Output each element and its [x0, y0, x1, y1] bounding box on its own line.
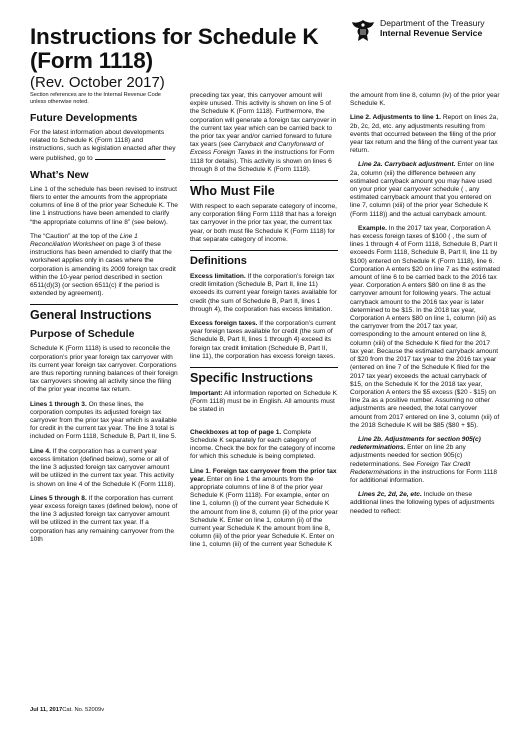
line-2c-lead: Lines 2c, 2d, 2e, etc.	[358, 491, 422, 499]
line-1-instructions	[190, 468, 338, 550]
line-2b-lead: Line 2b. Adjustments for section 905(c) redeterminations.	[350, 435, 481, 452]
line-1-text: Enter on line 1 the amounts from the appropriate columns of line 8 of the prior year Schedule K (Form 1118). For example, enter on line 1, column (i) of the current year Schedule K the amount from line 8, column (ii) of the prior year Schedule K. Enter on line 1, column (ii) of the current year Schedule K the amount from line 8, column (iii) of the prior year Schedule K. Enter on line 1, column (iii) of the current year Schedule K	[190, 475, 338, 549]
line-2b-instructions	[350, 436, 500, 485]
dept-line1: Department of the Treasury	[380, 18, 485, 28]
future-text: For the latest information about developments related to Schedule K (Form 1118) and instructions, such as legislation enacted after they were published, go to .	[30, 129, 176, 162]
lines-1-3-lead: Lines 1 through 3.	[30, 400, 87, 408]
treasury-logo	[350, 18, 500, 48]
line-2a-instructions	[350, 161, 500, 218]
page-title-line2: (Form 1118)	[30, 48, 153, 73]
lines-1-3-text: On these lines, the corporation computes its adjusted foreign tax carryover from the prior tax year which is available for credit in the current tax year. The line 3 total is included on Form 1118, Schedule B, Part II, line 5.	[30, 400, 177, 441]
heading-future-developments: Future Developments	[30, 112, 138, 124]
footer	[30, 707, 104, 713]
whats-new-2	[30, 233, 178, 299]
example-text: In the 2017 tax year, Corporation A has excess foreign taxes of $100 ( , the sum of lines 1 through 4 of Form 1118, Schedule B, Part II exceeds Form 1118, Schedule B, Part II, line 11 by $100) entered on Schedule K (Form 1118), line 6. Corporation A enters $20 on line 7 as the estimated amount of line 6 to be carried back to the 2016 tax year. Corporation A enters $80 on line 8 as the carryover amount for following years. The actual carryback amount to the 2016 tax year is later determined to be $15. In the 2018 tax year, Corporation A enters $80 on line 1, column (xii) as the carryover from the 2017 tax year, corresponding to the amount entered on line 8, column (xiii) of the Schedule K filed for the 2017 tax year. Because the estimated carryback amount of $20 from the 2017 tax year to the 2016 tax year (entered on line 7 of the Schedule K filed for the 2017 tax year) exceeds the actual carryback of $15, on the Schedule K for the 2018 tax year, Corporation A enters the $5 excess ($20 - $15) on line 2a as a positive number. Assuming no other adjustments are needed, the total carryover amount from 2017 entered on line 3, column (xii) of the 2018 Schedule K will be $85 ($80 + $5).	[350, 224, 500, 429]
line-2a-lead: Line 2a. Carryback adjustment.	[358, 161, 456, 169]
whats-new-2-c: on page 3 of these instructions has been amended to clarify that the worksheet applies only in cases where the corporation is amending its 2009 foreign tax credit within the 10-year period described in section 6511(d)(3) (or section 6511(c) if the period is extended by agreement).	[30, 241, 176, 298]
heading-specific-instructions: Specific Instructions	[190, 367, 338, 385]
checkboxes-lead: Checkboxes at top of page 1.	[190, 428, 282, 436]
important-text: All information reported on Schedule K (Form 1118) must be in English. All amounts must be stated in	[190, 390, 337, 414]
title-block	[30, 25, 330, 92]
excess-limitation-lead: Excess limitation.	[190, 273, 246, 281]
cont-text-b: in the instructions for Form 1118 for details). This activity is shown on lines 6 through 8 of the Schedule K (Form 1118).	[190, 149, 335, 173]
footer-cat-no: Cat. No. 52009v	[62, 707, 105, 713]
checkboxes-text: Complete Schedule K separately for each category of income. Check the box for the category of income for which this schedule is being completed.	[190, 428, 336, 461]
column-3	[350, 92, 500, 522]
heading-definitions: Definitions	[190, 250, 338, 268]
lines-5-8-text: If the corporation has current year excess foreign taxes (defined below), none of the line 3 adjusted foreign tax carryover amount will be utilized in the current tax year. If a corporation has any remaining carryover from the 10th	[30, 494, 178, 543]
whats-new-2-italic: Line 1 Reconciliation Worksheet	[30, 232, 138, 249]
page-title-line1: Instructions for Schedule K	[30, 24, 319, 49]
lines-5-8	[30, 495, 178, 544]
column-2	[190, 92, 338, 556]
intro-note: Section references are to the Internal Revenue Code unless otherwise noted.	[30, 92, 161, 105]
heading-who-must-file: Who Must File	[190, 180, 338, 198]
eagle-seal-icon	[350, 18, 376, 44]
excess-limitation-text: If the corporation’s foreign tax credit limitation (Schedule B, Part II, line 11) exceeds its current year foreign taxes available for credit (the sum of Schedule B, Part II, lines 1 through 4), the corporation has excess limitation.	[190, 273, 337, 313]
lines-5-8-lead: Lines 5 through 8.	[30, 494, 87, 502]
example-paragraph	[350, 225, 500, 430]
line-4-lead: Line 4.	[30, 447, 51, 455]
footer-date: Jul 11, 2017	[30, 707, 63, 713]
revision-date: (Rev. October 2017)	[30, 74, 165, 91]
line-2-text: Report on lines 2a, 2b, 2c, 2d, etc. any adjustments resulting from events that occurred between the filing of the prior year tax return and the filing of the current year tax return.	[350, 114, 499, 155]
line-4	[30, 448, 178, 489]
line-2a-text: Enter on line 2a, column (xii) the difference between any estimated carryback amount you may have used on your prior year carryover schedule ( , any estimated carryback amount that you entered on line 7, column (xiii) of the prior year Schedule K (Form 1118)) and the actual carryback amount.	[350, 161, 495, 218]
purpose-text: Schedule K (Form 1118) is used to reconcile the corporation’s prior year foreign tax carryover with its current year foreign tax carryover. Corporations are thus reporting running balances of their foreign tax carryovers showing all activity since the filing of the prior year income tax return.	[30, 345, 178, 394]
def-excess-limitation	[190, 273, 338, 314]
link-blank[interactable]	[95, 154, 165, 160]
line-2c-text: Include on these additional lines the following types of adjustments needed to reflect:	[350, 491, 495, 515]
line-2b-italic: Foreign Tax Credit Redeterminations	[350, 460, 471, 476]
line-1-continued: the amount from line 8, column (iv) of the prior year Schedule K.	[350, 92, 500, 108]
line-2-lead: Line 2. Adjustments to line 1.	[350, 114, 441, 122]
important-note	[190, 390, 338, 415]
heading-purpose: Purpose of Schedule	[30, 328, 135, 341]
line-1-lead: Line 1. Foreign tax carryover from the prior tax year.	[190, 467, 337, 483]
future-body: For the latest information about developments related to Schedule K (Form 1118) and instructions, such as legislation enacted after they were published, go to	[30, 129, 176, 162]
heading-whats-new: What’s New	[30, 168, 89, 181]
dept-line2: Internal Revenue Service	[380, 28, 483, 38]
line-2b-text: Enter on line 2b any adjustments needed for section 905(c) redeterminations. See	[350, 444, 466, 468]
line-2c-instructions	[350, 491, 500, 516]
cont-text-italic: Carryback and Carryforward of Excess Foreign Taxes	[190, 141, 324, 157]
important-lead: Important:	[190, 390, 223, 398]
line-2b-text2: in the instructions for Form 1118 for additional information.	[350, 468, 498, 484]
cont-text-a: preceding tax year, this carryover amount will expire unused. This activity is shown on line 5 of the Schedule K (Form 1118). Furthermore, the corporation will generate a foreign tax carryover in the current tax year which can be carried back to the prior tax year and/or carried forward to future tax years (see	[190, 92, 337, 149]
whats-new-2-a: The “Caution” at the top of the	[30, 232, 120, 240]
lines-1-3	[30, 401, 178, 442]
excess-taxes-lead: Excess foreign taxes.	[190, 320, 258, 328]
excess-taxes-text: If the corporation’s current year foreign taxes available for credit (the sum of Schedule B, Part II, lines 1 through 4) exceed its foreign tax credit limitation (Schedule B, Part II, line 11), the corporation has excess foreign taxes.	[190, 320, 336, 360]
whats-new-1: Line 1 of the schedule has been revised to instruct filers to enter the amounts from the appropriate columns of line 8 of the prior year Schedule K. The line 1 instructions have been amended to clarify “the appropriate columns of line 8” (see below).	[30, 185, 178, 226]
line-2-instructions	[350, 114, 500, 155]
lines-5-8-continued	[190, 92, 338, 174]
who-text: With respect to each separate category of income, any corporation filing Form 1118 that has a foreign tax carryover in the prior tax year, the current tax year, or both must file Schedule K (Form 1118) for that separate category of income.	[190, 203, 337, 243]
heading-general-instructions: General Instructions	[30, 304, 178, 322]
agency-name	[380, 18, 485, 38]
checkboxes-instructions	[190, 429, 338, 462]
column-1	[30, 92, 178, 550]
example-lead: Example.	[358, 224, 387, 232]
def-excess-foreign-taxes	[190, 320, 338, 361]
line-4-text: If the corporation has a current year excess limitation (defined below), some or all of the line 3 adjusted foreign tax carryover amount will be utilized in the current tax year. This activity is shown on line 4 of the Schedule K (Form 1118).	[30, 447, 176, 488]
